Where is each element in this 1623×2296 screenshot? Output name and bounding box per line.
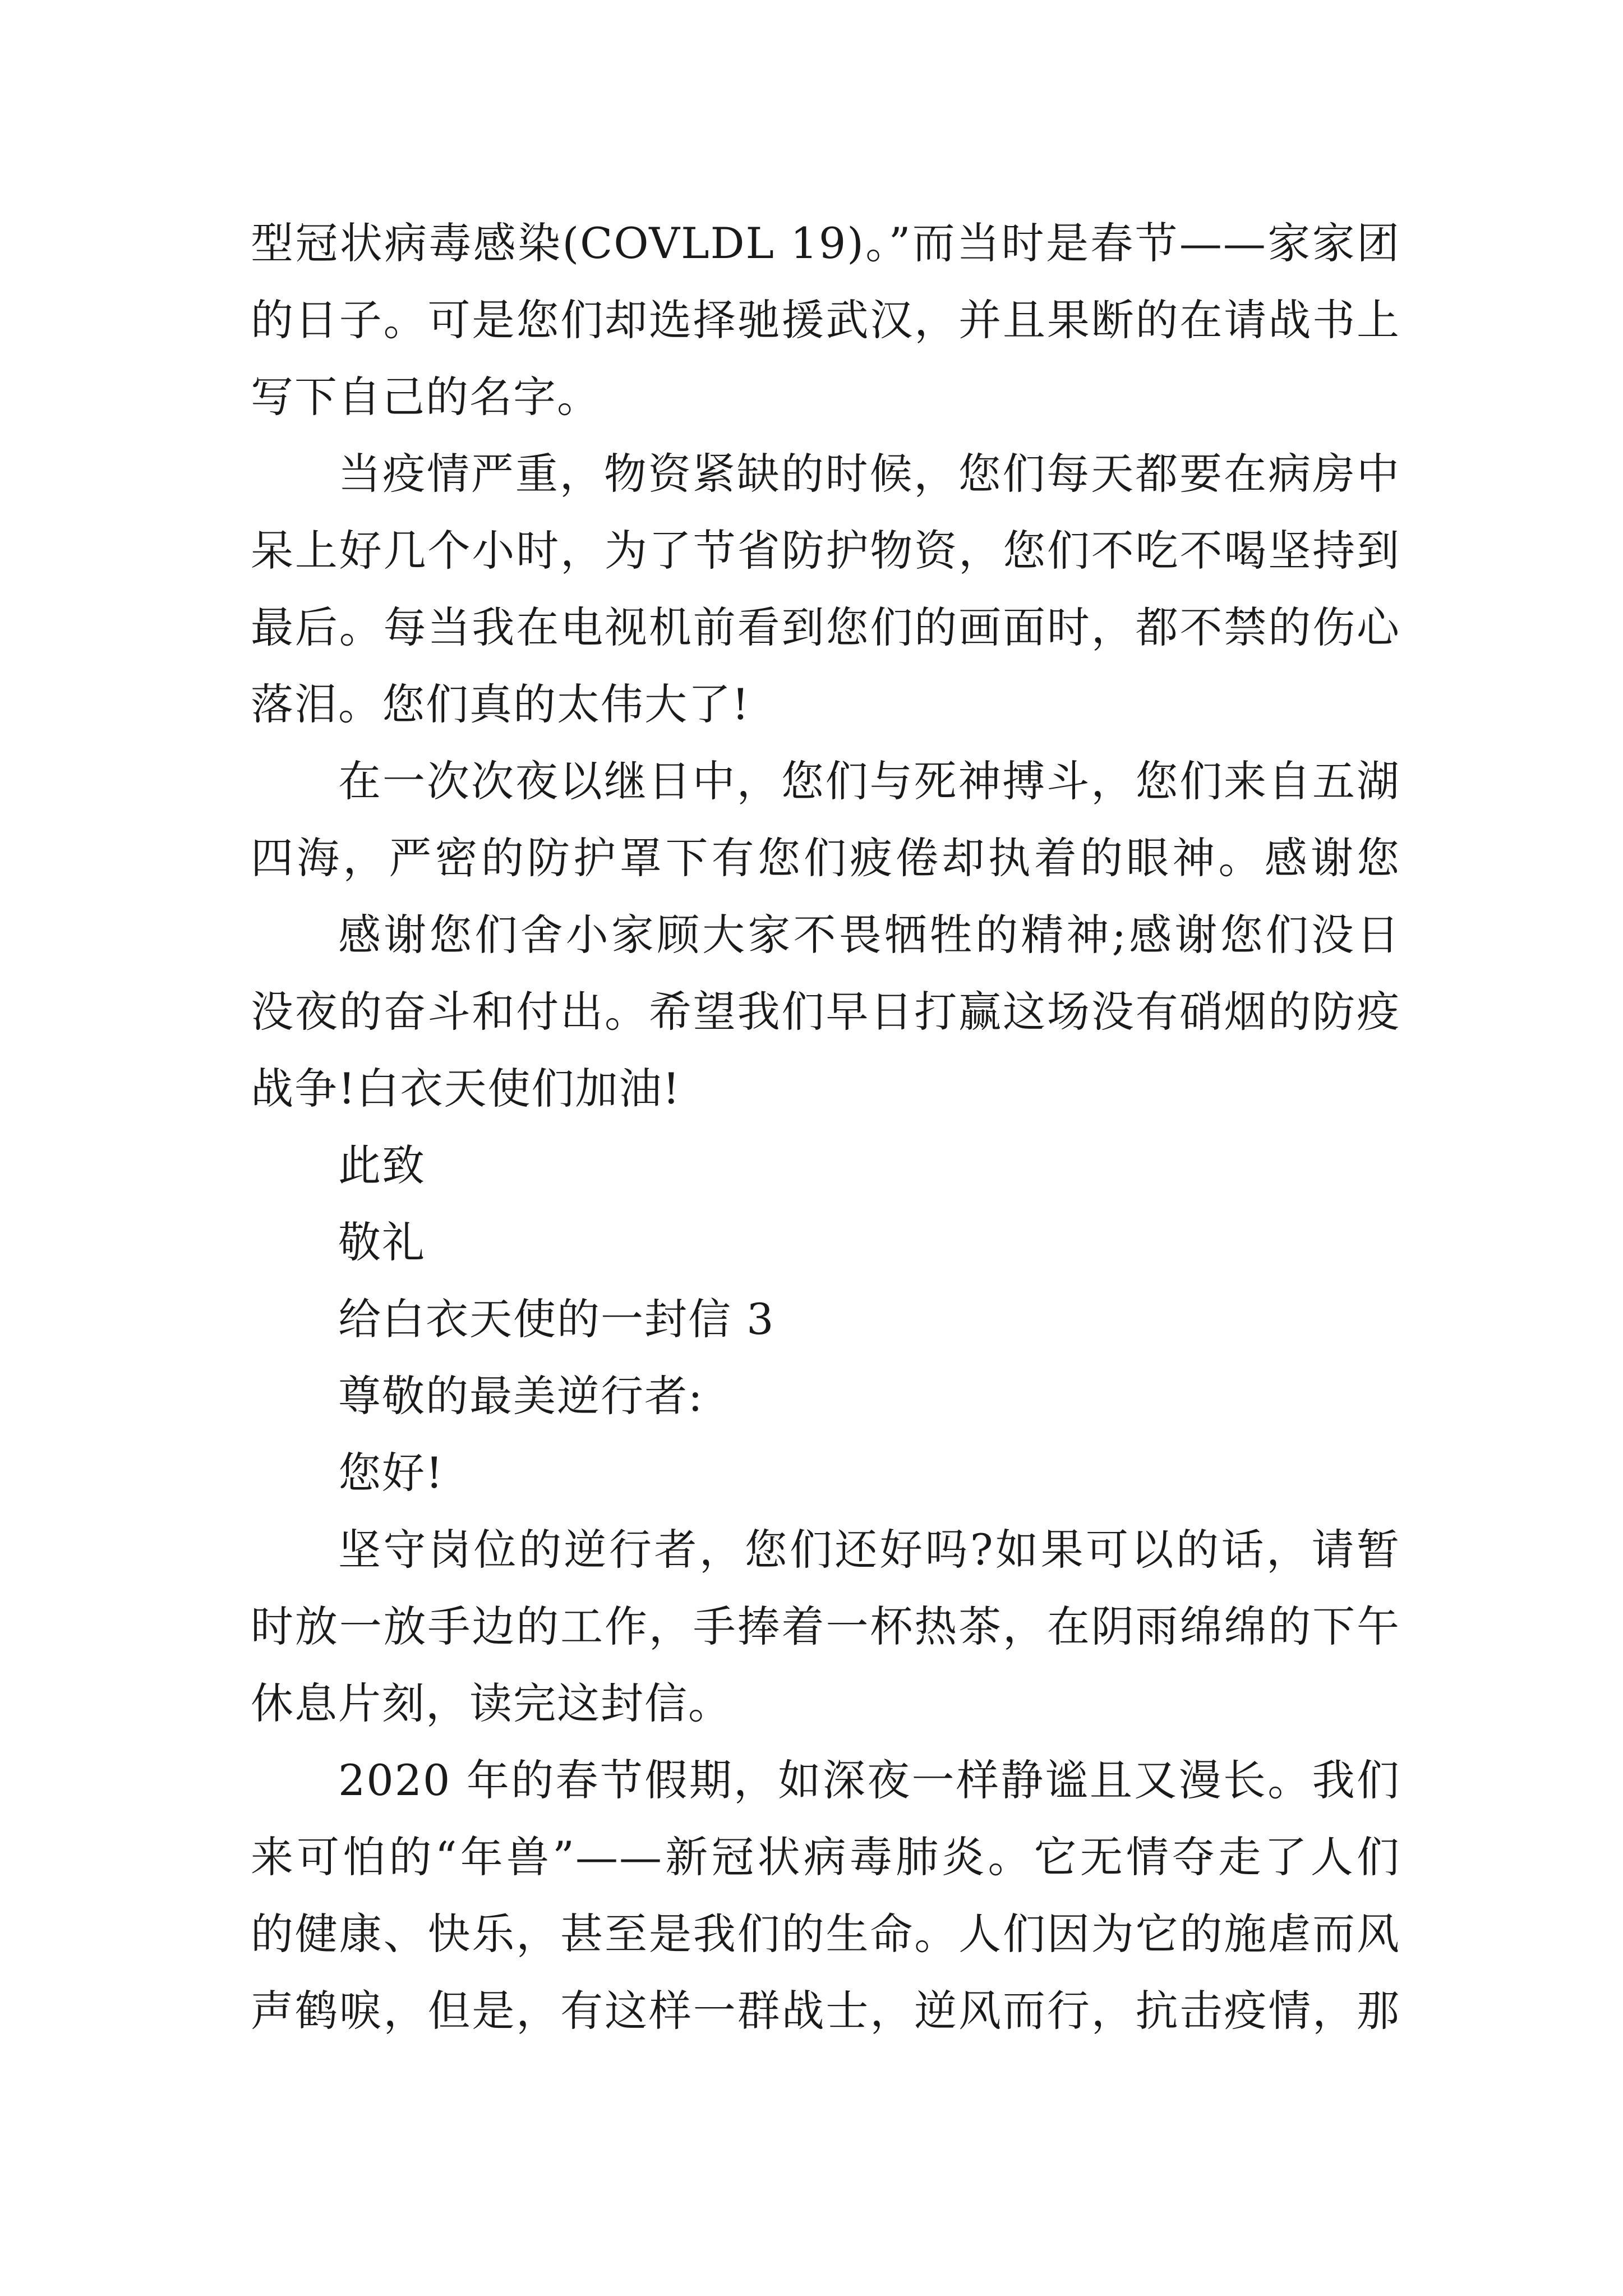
closing-salutation: 此致 [338,1140,426,1190]
text-line: 休息片刻，读完这封信。 [251,1678,732,1728]
text-line: 的日子。可是您们却选择驰援武汉，并且果断的在请战书上 [251,295,1400,345]
text-line: 呆上好几个小时，为了节省防护物资，您们不吃不喝坚持到 [251,526,1400,576]
text-line: 时放一放手边的工作，手捧着一杯热茶，在阴雨绵绵的下午 [251,1602,1400,1651]
text-line: 的健康、快乐，甚至是我们的生命。人们因为它的施虐而风 [251,1909,1400,1959]
text-line: 没夜的奋斗和付出。希望我们早日打赢这场没有硝烟的防疫 [251,987,1400,1037]
text-line: 型冠状病毒感染(COVLDL 19)。”而当时是春节——家家团 [251,218,1400,268]
text-line: 战争!白衣天使们加油! [251,1064,681,1114]
letter-body [251,205,1400,2049]
paragraph-start: 感谢您们舍小家顾大家不畏牺牲的精神;感谢您们没日 [338,910,1400,960]
paragraph-start: 当疫情严重，物资紧缺的时候，您们每天都要在病房中 [338,449,1400,499]
text-line: 最后。每当我在电视机前看到您们的画面时，都不禁的伤心 [251,602,1400,652]
letter-title: 给白衣天使的一封信 3 [338,1294,775,1344]
text-line: 写下自己的名字。 [251,372,601,422]
closing-regards: 敬礼 [338,1217,426,1267]
text-line: 落泪。您们真的太伟大了! [251,679,750,729]
paragraph-start: 2020 年的春节假期，如深夜一样静谧且又漫长。我们 [338,1755,1400,1805]
letter-greeting: 尊敬的最美逆行者: [338,1371,704,1421]
text-line: 声鹤唳，但是，有这样一群战士，逆风而行，抗击疫情，那 [251,1986,1400,2036]
letter-hello: 您好! [338,1448,444,1498]
text-line: 来可怕的“年兽”——新冠状病毒肺炎。它无情夺走了人们 [251,1832,1400,1882]
text-line: 四海，严密的防护罩下有您们疲倦却执着的眼神。感谢您 [251,833,1400,883]
paragraph-start: 坚守岗位的逆行者，您们还好吗?如果可以的话，请暂 [338,1525,1400,1575]
paragraph-start: 在一次次夜以继日中，您们与死神搏斗，您们来自五湖 [338,756,1400,806]
